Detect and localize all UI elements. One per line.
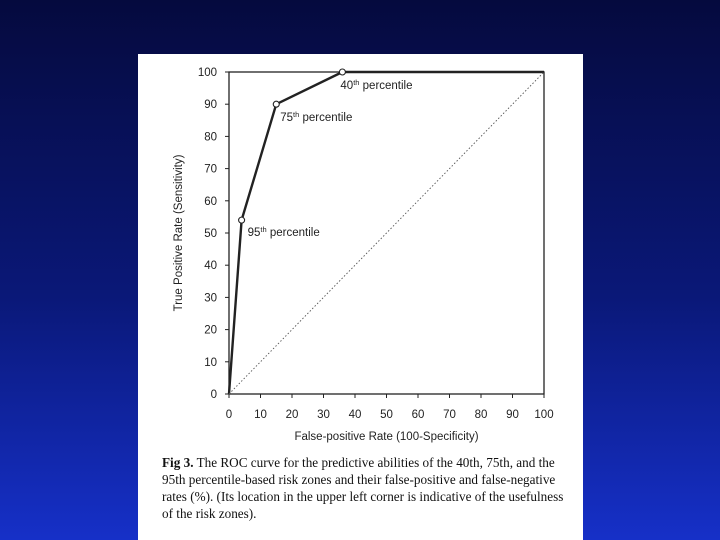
annotation-sup: th — [260, 224, 267, 234]
y-tick-label: 80 — [204, 131, 217, 144]
figure-caption — [162, 454, 572, 522]
x-tick-label: 50 — [380, 409, 393, 421]
y-tick-label: 100 — [197, 67, 217, 79]
annotation-rest: percentile — [299, 112, 353, 125]
x-tick-label: 100 — [534, 409, 554, 421]
percentile-annotation — [280, 110, 352, 125]
percentile-annotation — [340, 78, 412, 93]
annotation-rest: percentile — [359, 80, 413, 92]
y-tick-label: 10 — [204, 356, 217, 369]
y-tick-label: 40 — [204, 260, 217, 273]
annotation-sup: th — [293, 109, 300, 119]
annotation-rest: percentile — [266, 227, 320, 240]
roc-point-marker — [273, 101, 279, 107]
percentile-annotation — [248, 225, 320, 240]
y-tick-label: 50 — [204, 228, 217, 240]
y-tick-label: 20 — [204, 324, 217, 337]
annotation-sup: th — [353, 77, 360, 87]
x-tick-label: 20 — [285, 409, 299, 421]
x-tick-label: 90 — [506, 409, 519, 421]
roc-point-marker — [239, 217, 245, 223]
roc-chart — [138, 54, 583, 454]
x-tick-label: 40 — [348, 409, 362, 421]
caption-label: Fig 3. — [162, 455, 194, 470]
y-tick-label: 90 — [204, 99, 217, 112]
y-tick-label: 30 — [204, 292, 217, 305]
roc-point-marker — [339, 69, 345, 75]
x-tick-label: 60 — [411, 409, 425, 421]
figure-paper — [138, 54, 583, 540]
caption-text: The ROC curve for the predictive abilities of the 40th, 75th, and the 95th percentile-based risk zones and their false-positive and false-negative rates (%). (Its location in the upper left corner is indicative of the usefulness of the risk zones). — [162, 455, 564, 521]
y-tick-label: 60 — [204, 195, 217, 208]
x-tick-label: 70 — [443, 409, 456, 421]
annotation-base: 75 — [280, 112, 294, 125]
x-tick-label: 80 — [474, 409, 488, 421]
x-tick-label: 10 — [254, 409, 267, 421]
y-axis-label: True Positive Rate (Sensitivity) — [173, 154, 185, 312]
annotation-base: 40 — [340, 80, 354, 92]
y-tick-label: 0 — [210, 389, 217, 401]
annotation-base: 95 — [247, 227, 261, 240]
y-tick-label: 70 — [204, 163, 217, 176]
x-tick-label: 0 — [225, 409, 233, 421]
x-tick-label: 30 — [317, 409, 330, 421]
x-axis-label: False-positive Rate (100-Specificity) — [294, 431, 479, 443]
